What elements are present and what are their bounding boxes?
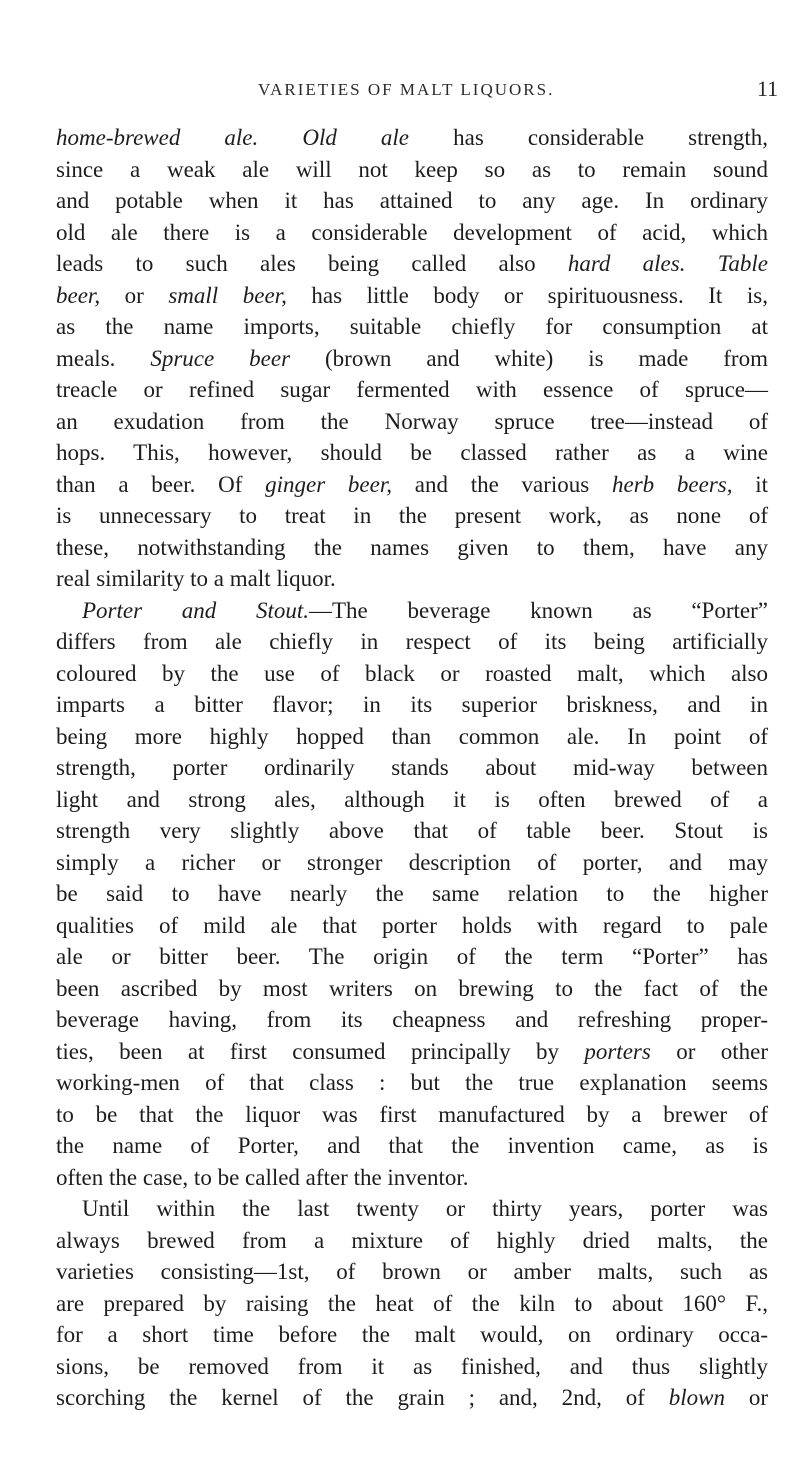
text-segment — [258, 125, 302, 150]
text-segment: ale or bitter beer. The origin of the term “Porter” has — [56, 944, 768, 969]
text-segment — [685, 251, 717, 276]
text-segment: coloured by the use of black or roasted malt, which also — [56, 660, 768, 686]
text-segment: is unnecessary to treat in the present work, as none of — [56, 503, 768, 528]
text-line — [56, 280, 768, 312]
text-segment: as the name imports, suitable chiefly for consumption at — [56, 314, 768, 339]
text-segment: has considerable strength, — [409, 125, 768, 150]
italic-term: Table — [717, 251, 768, 276]
text-segment: simply a richer or stronger description of porter, and may — [56, 849, 768, 875]
text-segment: an exudation from the Norway spruce tree—instead of — [56, 408, 768, 434]
text-line — [56, 815, 768, 847]
text-line — [56, 752, 768, 784]
text-segment: these, notwithstanding the names given to them, have any — [56, 534, 768, 560]
text-segment: than a beer. Of — [56, 471, 266, 497]
text-line — [56, 847, 768, 879]
text-line — [56, 878, 768, 910]
text-segment: light and strong ales, although it is often brewed of a — [56, 786, 768, 812]
text-segment: since a weak ale will not keep so as to remain sound — [56, 156, 768, 182]
text-segment: and potable when it has attained to any age. In ordinary — [56, 188, 768, 213]
italic-term: herb beers, — [612, 471, 733, 497]
text-segment: be said to have nearly the same relation to the higher — [56, 881, 768, 906]
text-line — [56, 122, 768, 154]
text-segment: often the case, to be called after the inventor. — [56, 1164, 469, 1190]
text-line — [56, 437, 768, 469]
text-segment: ties, been at first consumed principally by — [56, 1038, 585, 1064]
text-line — [56, 721, 768, 753]
italic-term: Porter and Stout. — [82, 597, 309, 623]
italic-term: porters — [584, 1038, 651, 1064]
text-segment: or — [100, 282, 169, 308]
text-segment: or — [724, 1385, 768, 1410]
text-segment: strength very slightly above that of table beer. Stout is — [56, 818, 768, 843]
text-line — [56, 532, 768, 564]
text-line — [56, 1382, 768, 1414]
text-line — [56, 217, 768, 249]
text-line — [56, 1256, 768, 1288]
italic-term: hard ales. — [567, 251, 686, 276]
text-line — [56, 343, 768, 375]
text-segment: has little body or spirituousness. It is, — [286, 282, 768, 308]
text-segment: working-men of that class : but the true explanation seems — [56, 1070, 768, 1095]
text-line — [56, 374, 768, 406]
text-line — [56, 185, 768, 217]
text-line — [56, 500, 768, 532]
text-segment: sions, be removed from it as finished, and thus slightly — [56, 1353, 768, 1379]
italic-term: small beer, — [168, 282, 287, 308]
text-line — [56, 1067, 768, 1099]
text-segment: Until within the last twenty or thirty years, porter was — [82, 1196, 768, 1221]
text-line — [56, 1193, 768, 1225]
text-segment: differs from ale chiefly in respect of its being artificially — [56, 629, 768, 654]
text-line — [56, 595, 768, 627]
text-line — [56, 154, 768, 186]
text-line — [56, 658, 768, 690]
text-segment: always brewed from a mixture of highly dried malts, the — [56, 1227, 768, 1253]
italic-term: ginger beer, — [265, 471, 392, 497]
text-line — [56, 248, 768, 280]
body-text — [56, 122, 768, 1414]
text-segment: treacle or refined sugar fermented with essence of spruce— — [56, 377, 768, 402]
text-line — [56, 1351, 768, 1383]
text-segment: qualities of mild ale that porter holds with regard to pale — [56, 912, 768, 938]
text-line — [56, 1130, 768, 1162]
italic-term: Spruce beer — [150, 345, 291, 371]
text-segment: varieties consisting—1st, of brown or amber malts, such as — [56, 1259, 768, 1284]
text-segment: beverage having, from its cheapness and refreshing proper- — [56, 1007, 768, 1032]
page-number: 11 — [757, 76, 779, 101]
text-line — [56, 1036, 768, 1068]
text-segment: strength, porter ordinarily stands about mid-way between — [56, 755, 768, 780]
text-segment: (brown and white) is made from — [290, 345, 768, 371]
text-segment: imparts a bitter flavor; in its superior briskness, and in — [56, 692, 768, 717]
text-line — [56, 563, 768, 595]
text-line — [56, 1162, 768, 1194]
text-segment: hops. This, however, should be classed rather as a wine — [56, 440, 768, 465]
text-segment: it — [732, 471, 769, 497]
text-segment: to be that the liquor was first manufactured by a brewer of — [56, 1101, 768, 1127]
text-segment: —The beverage known as “Porter” — [309, 597, 768, 623]
text-line — [56, 1225, 768, 1257]
text-segment: the name of Porter, and that the invention came, as is — [56, 1133, 768, 1158]
text-line — [56, 973, 768, 1005]
italic-term: home-brewed ale. — [56, 125, 259, 150]
text-line — [56, 406, 768, 438]
text-segment: real similarity to a malt liquor. — [56, 566, 336, 591]
text-line — [56, 626, 768, 658]
text-segment: are prepared by raising the heat of the kiln to about 160° F., — [56, 1290, 768, 1316]
text-line — [56, 1004, 768, 1036]
text-line — [56, 784, 768, 816]
text-segment: and the various — [392, 471, 612, 497]
text-line — [56, 1288, 768, 1320]
text-segment: scorching the kernel of the grain ; and, 2nd, of — [56, 1385, 669, 1410]
italic-term: blown — [668, 1385, 725, 1410]
running-head: VARIETIES OF MALT LIQUORS. — [258, 80, 555, 99]
text-segment: old ale there is a considerable development of acid, which — [56, 219, 768, 245]
italic-term: beer, — [56, 282, 101, 308]
text-segment: or other — [650, 1038, 769, 1064]
text-segment: been ascribed by most writers on brewing to the fact of the — [56, 975, 768, 1001]
text-line — [56, 941, 768, 973]
italic-term: Old ale — [302, 125, 410, 150]
text-segment: leads to such ales being called also — [56, 251, 568, 276]
text-line — [56, 1319, 768, 1351]
text-line — [56, 689, 768, 721]
text-line — [56, 1099, 768, 1131]
text-line — [56, 469, 768, 501]
text-segment: being more highly hopped than common ale. In point of — [56, 723, 768, 749]
text-segment: for a short time before the malt would, on ordinary occa- — [56, 1322, 768, 1347]
text-line — [56, 311, 768, 343]
text-line — [56, 910, 768, 942]
text-segment: meals. — [56, 345, 151, 371]
